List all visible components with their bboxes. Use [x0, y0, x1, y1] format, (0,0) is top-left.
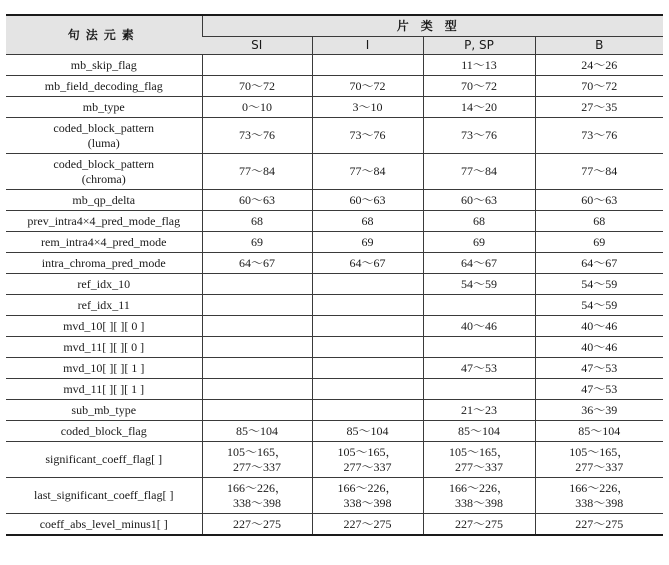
ctx-range-cell-b: 60～63 [535, 190, 663, 211]
syntax-element-cell: intra_chroma_pred_mode [6, 253, 202, 274]
ctx-range-cell-b: 40～46 [535, 337, 663, 358]
ctx-range-cell-i [312, 400, 423, 421]
syntax-element-cell: mvd_11[ ][ ][ 0 ] [6, 337, 202, 358]
ctx-range-cell-p-sp: 47～53 [423, 358, 535, 379]
ctx-range-cell-i [312, 295, 423, 316]
ctx-range-cell-b: 227～275 [535, 514, 663, 536]
table-row [6, 253, 663, 274]
syntax-element-cell: coded_block_pattern (chroma) [6, 154, 202, 190]
ctx-range-cell-p-sp: 69 [423, 232, 535, 253]
syntax-element-cell: mb_skip_flag [6, 55, 202, 76]
ctx-range-cell-i [312, 274, 423, 295]
ctx-range-cell-si [202, 400, 312, 421]
table-row [6, 358, 663, 379]
ctx-range-cell-i: 60～63 [312, 190, 423, 211]
ctx-range-cell-si [202, 358, 312, 379]
type-header-i: I [312, 37, 423, 55]
ctx-range-cell-i [312, 358, 423, 379]
ctx-range-cell-si: 68 [202, 211, 312, 232]
ctx-range-cell-i: 69 [312, 232, 423, 253]
table-row [6, 154, 663, 190]
ctx-range-cell-i: 85～104 [312, 421, 423, 442]
table-row [6, 55, 663, 76]
ctx-range-cell-b: 69 [535, 232, 663, 253]
ctx-range-cell-i: 227～275 [312, 514, 423, 536]
ctx-range-cell-b: 77～84 [535, 154, 663, 190]
ctx-range-cell-p-sp: 64～67 [423, 253, 535, 274]
ctx-range-cell-i [312, 55, 423, 76]
ctx-range-cell-si: 105～165， 277～337 [202, 442, 312, 478]
ctx-range-cell-p-sp: 77～84 [423, 154, 535, 190]
ctx-range-cell-b: 54～59 [535, 295, 663, 316]
table-row [6, 97, 663, 118]
ctx-range-cell-si: 70～72 [202, 76, 312, 97]
syntax-element-cell: mb_field_decoding_flag [6, 76, 202, 97]
syntax-element-cell: coded_block_pattern (luma) [6, 118, 202, 154]
ctx-range-cell-b: 47～53 [535, 358, 663, 379]
ctx-range-cell-p-sp: 105～165， 277～337 [423, 442, 535, 478]
ctx-range-cell-si: 85～104 [202, 421, 312, 442]
ctx-range-cell-p-sp: 40～46 [423, 316, 535, 337]
ctx-range-cell-b: 36～39 [535, 400, 663, 421]
ctx-range-cell-i: 73～76 [312, 118, 423, 154]
ctx-range-cell-i: 68 [312, 211, 423, 232]
syntax-element-cell: ref_idx_11 [6, 295, 202, 316]
syntax-element-cell: coded_block_flag [6, 421, 202, 442]
ctx-range-cell-p-sp [423, 337, 535, 358]
syntax-element-cell: mb_type [6, 97, 202, 118]
ctx-range-cell-si: 64～67 [202, 253, 312, 274]
syntax-element-cell: last_significant_coeff_flag[ ] [6, 478, 202, 514]
ctx-range-cell-i: 70～72 [312, 76, 423, 97]
syntax-element-cell: mb_qp_delta [6, 190, 202, 211]
slice-type-header: 片类型 [202, 15, 663, 37]
syntax-element-cell: significant_coeff_flag[ ] [6, 442, 202, 478]
syntax-element-cell: mvd_10[ ][ ][ 0 ] [6, 316, 202, 337]
table-row [6, 316, 663, 337]
syntax-element-cell: rem_intra4×4_pred_mode [6, 232, 202, 253]
table-row [6, 118, 663, 154]
ctx-range-cell-i: 166～226， 338～398 [312, 478, 423, 514]
syntax-element-cell: sub_mb_type [6, 400, 202, 421]
ctx-range-cell-si: 60～63 [202, 190, 312, 211]
syntax-element-cell: mvd_10[ ][ ][ 1 ] [6, 358, 202, 379]
ctx-range-cell-i: 77～84 [312, 154, 423, 190]
table-row [6, 442, 663, 478]
ctx-range-cell-si [202, 295, 312, 316]
table-row [6, 190, 663, 211]
type-header-b: B [535, 37, 663, 55]
ctx-range-cell-b: 70～72 [535, 76, 663, 97]
table-header [6, 15, 663, 55]
ctx-range-cell-b: 68 [535, 211, 663, 232]
header-row-top [6, 15, 663, 37]
ctx-range-cell-b: 166～226， 338～398 [535, 478, 663, 514]
ctx-range-cell-si [202, 274, 312, 295]
context-index-table-container [6, 14, 663, 536]
ctx-range-cell-i [312, 379, 423, 400]
table-row [6, 379, 663, 400]
ctx-range-cell-b: 40～46 [535, 316, 663, 337]
ctx-range-cell-p-sp: 85～104 [423, 421, 535, 442]
ctx-range-cell-si: 0～10 [202, 97, 312, 118]
syntax-element-cell: prev_intra4×4_pred_mode_flag [6, 211, 202, 232]
table-row [6, 295, 663, 316]
type-header-p-sp: P, SP [423, 37, 535, 55]
ctx-range-cell-si [202, 337, 312, 358]
ctx-range-cell-si: 73～76 [202, 118, 312, 154]
ctx-range-cell-b: 64～67 [535, 253, 663, 274]
table-row [6, 421, 663, 442]
ctx-range-cell-p-sp: 68 [423, 211, 535, 232]
table-row [6, 274, 663, 295]
table-row [6, 478, 663, 514]
context-index-table [6, 14, 663, 536]
ctx-range-cell-b: 85～104 [535, 421, 663, 442]
ctx-range-cell-si [202, 379, 312, 400]
ctx-range-cell-si: 166～226， 338～398 [202, 478, 312, 514]
table-body [6, 55, 663, 536]
ctx-range-cell-si: 77～84 [202, 154, 312, 190]
ctx-range-cell-p-sp [423, 295, 535, 316]
syntax-element-cell: mvd_11[ ][ ][ 1 ] [6, 379, 202, 400]
ctx-range-cell-b: 54～59 [535, 274, 663, 295]
ctx-range-cell-si [202, 55, 312, 76]
ctx-range-cell-b: 47～53 [535, 379, 663, 400]
table-row [6, 400, 663, 421]
table-row [6, 337, 663, 358]
table-row [6, 514, 663, 536]
ctx-range-cell-p-sp: 70～72 [423, 76, 535, 97]
ctx-range-cell-p-sp: 11～13 [423, 55, 535, 76]
type-header-si: SI [202, 37, 312, 55]
ctx-range-cell-i: 105～165， 277～337 [312, 442, 423, 478]
ctx-range-cell-si: 69 [202, 232, 312, 253]
ctx-range-cell-p-sp: 60～63 [423, 190, 535, 211]
ctx-range-cell-p-sp [423, 379, 535, 400]
ctx-range-cell-p-sp: 21～23 [423, 400, 535, 421]
ctx-range-cell-b: 24～26 [535, 55, 663, 76]
ctx-range-cell-b: 105～165， 277～337 [535, 442, 663, 478]
ctx-range-cell-p-sp: 227～275 [423, 514, 535, 536]
ctx-range-cell-p-sp: 73～76 [423, 118, 535, 154]
ctx-range-cell-p-sp: 14～20 [423, 97, 535, 118]
ctx-range-cell-b: 27～35 [535, 97, 663, 118]
ctx-range-cell-i: 3～10 [312, 97, 423, 118]
syntax-element-cell: ref_idx_10 [6, 274, 202, 295]
syntax-element-cell: coeff_abs_level_minus1[ ] [6, 514, 202, 536]
ctx-range-cell-i [312, 337, 423, 358]
ctx-range-cell-p-sp: 54～59 [423, 274, 535, 295]
syntax-element-header: 句法元素 [6, 15, 202, 55]
ctx-range-cell-p-sp: 166～226， 338～398 [423, 478, 535, 514]
ctx-range-cell-i: 64～67 [312, 253, 423, 274]
table-row [6, 76, 663, 97]
ctx-range-cell-i [312, 316, 423, 337]
ctx-range-cell-si [202, 316, 312, 337]
ctx-range-cell-si: 227～275 [202, 514, 312, 536]
table-row [6, 211, 663, 232]
table-row [6, 232, 663, 253]
ctx-range-cell-b: 73～76 [535, 118, 663, 154]
